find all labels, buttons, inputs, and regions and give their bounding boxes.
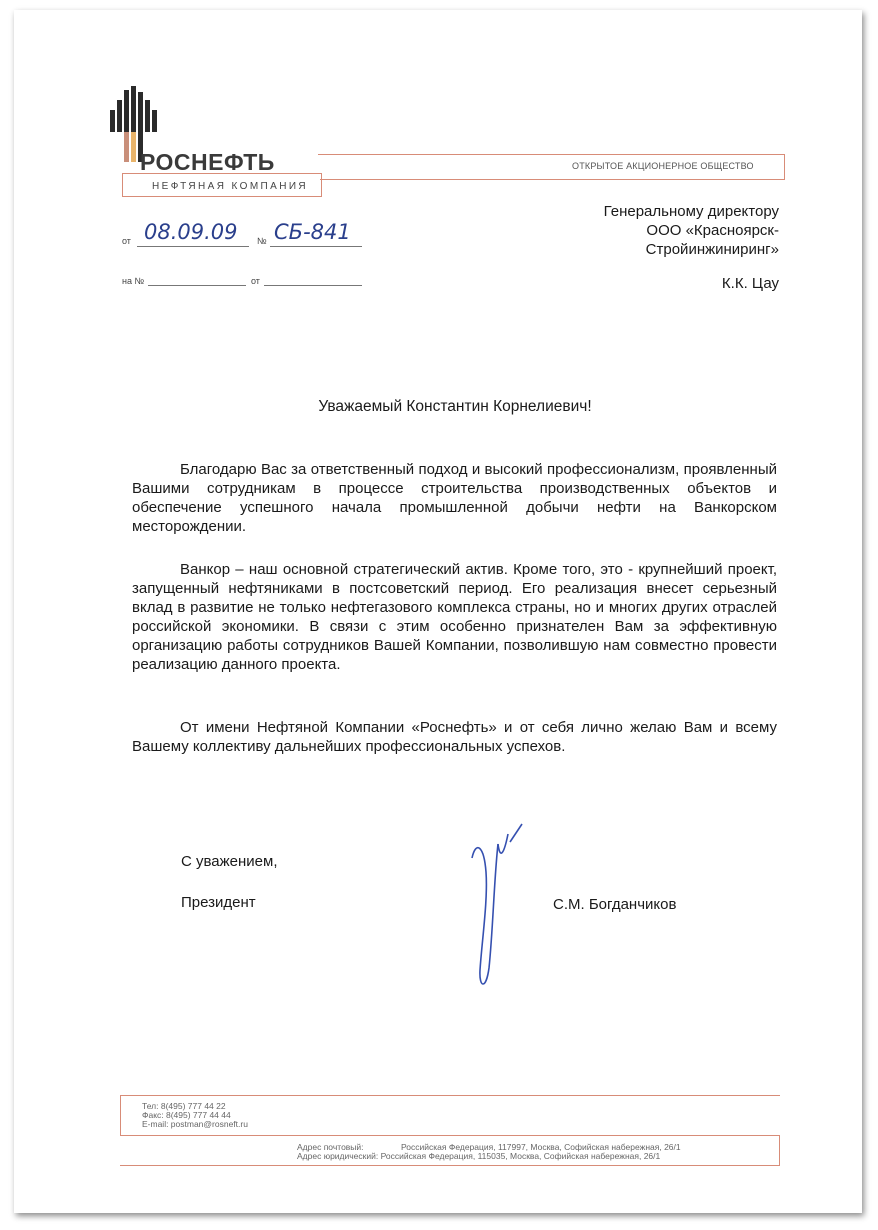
footer-rule-top xyxy=(120,1095,780,1096)
paragraph-2: Ванкор – наш основной стратегический актив. Кроме того, это - крупнейший проект, запущенный нефтяниками в постсоветский период. Его реализация внесет серьезный вклад в развитие не только нефтегазового комплекса страны, но и многих других отраслей российской экономики. В связи с этим особенно признателен Вам за эффективную организацию работы сотрудников Вашей Компании, позволившую нам совместно провести реализацию данного проекта. xyxy=(132,561,777,673)
company-name: РОСНЕФТЬ xyxy=(140,149,275,175)
header-rule-bottom xyxy=(320,179,785,180)
legal-form: ОТКРЫТОЕ АКЦИОНЕРНОЕ ОБЩЕСТВО xyxy=(572,161,754,171)
number-value: СБ-841 xyxy=(274,220,351,244)
reply-from-label: от xyxy=(251,276,260,286)
number-label: № xyxy=(257,236,267,246)
closing-signatory: С.М. Богданчиков xyxy=(553,896,677,913)
footer-legal-label: Адрес юридический: xyxy=(297,1151,379,1161)
addressee-block xyxy=(604,202,779,293)
footer-contacts xyxy=(142,1102,248,1129)
header-rule-right xyxy=(784,154,785,180)
footer-rule-bottom xyxy=(120,1165,780,1166)
reply-to-underline xyxy=(148,285,246,286)
footer-postal-address: Российская Федерация, 117997, Москва, Софийская набережная, 26/1 xyxy=(401,1142,681,1152)
company-subtitle: НЕФТЯНАЯ КОМПАНИЯ xyxy=(152,181,309,192)
number-underline xyxy=(270,246,362,247)
signature-icon xyxy=(462,820,532,995)
footer-legal-address: Российская Федерация, 115035, Москва, Софийская набережная, 26/1 xyxy=(380,1151,661,1161)
footer-postal-label: Адрес почтовый: xyxy=(297,1142,364,1152)
footer-email: E-mail: postman@rosneft.ru xyxy=(142,1119,248,1129)
closing-regards: С уважением, xyxy=(181,853,278,870)
footer-rule-left xyxy=(120,1095,121,1135)
reply-to-label: на № xyxy=(122,276,145,286)
date-value: 08.09.09 xyxy=(144,220,238,244)
date-label: от xyxy=(122,236,131,246)
addressee-title: Генеральному директору xyxy=(603,203,779,220)
salutation: Уважаемый Константин Корнелиевич! xyxy=(318,398,592,415)
footer-addresses xyxy=(297,1143,681,1161)
footer-rule-middle xyxy=(120,1135,780,1136)
footer-fax: Факс: 8(495) 777 44 44 xyxy=(142,1110,231,1120)
footer-tel: Тел: 8(495) 777 44 22 xyxy=(142,1101,226,1111)
header-rule-top xyxy=(318,154,784,155)
paragraph-3: От имени Нефтяной Компании «Роснефть» и от себя лично желаю Вам и всему Вашему коллективу дальнейших профессиональных успехов. xyxy=(132,719,777,755)
addressee-company-1: ООО «Красноярск- xyxy=(646,222,779,239)
addressee-name: К.К. Цау xyxy=(721,275,779,292)
date-underline xyxy=(137,246,249,247)
addressee-company-2: Стройинжиниринг» xyxy=(645,241,779,258)
paragraph-1: Благодарю Вас за ответственный подход и высокий профессионализм, проявленный Вашими сотрудникам в процессе строительства производственных объектов и обеспечение успешного начала промышленной добычи нефти на Ванкорском месторождении. xyxy=(132,461,777,535)
closing-position: Президент xyxy=(181,894,256,911)
footer-rule-right xyxy=(779,1135,780,1165)
reply-from-underline xyxy=(264,285,362,286)
